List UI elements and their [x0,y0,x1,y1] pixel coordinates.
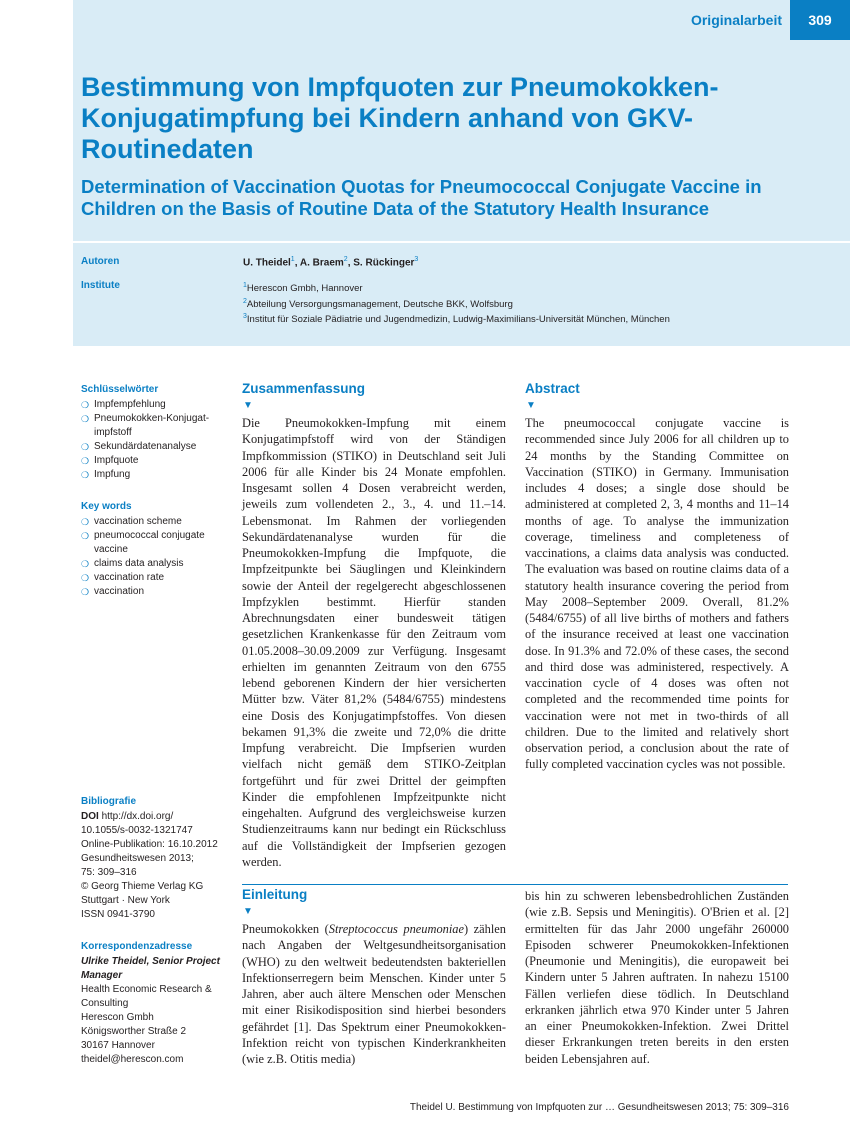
doi-link[interactable]: http://dx.doi.org/ [101,811,174,822]
keyword-item [81,398,226,412]
abstract-heading: Abstract [525,381,580,396]
keyword-text: claims data analysis [94,558,184,569]
author-name: S. Rückinger [353,257,415,269]
bibliography-line: 75: 309–316 [81,867,137,878]
einleitung-heading: Einleitung [242,887,308,902]
keyword-item [81,454,226,468]
author-name: U. Theidel [243,257,291,269]
keyword-text: vaccination rate [94,572,165,583]
author-name: A. Braem [299,257,344,269]
bibliography-line: © Georg Thieme Verlag KG [81,881,204,892]
einleitung-text-col1 [242,921,506,1067]
page-footer: Theidel U. Bestimmung von Impfquoten zur … Gesundheitswesen 2013; 75: 309–316 [409,1102,789,1113]
einleitung-text-start: Pneumokokken ( [242,922,329,936]
keyword-text: Impfempfehlung [94,399,166,410]
article-type-label: Originalarbeit [690,12,782,28]
institute-text: Herescon Gmbh, Hannover [246,283,363,295]
institute-list [243,280,670,327]
bibliography-line: Online-Publikation: 16.10.2012 [81,839,218,850]
bullet-icon: ❍ [81,587,90,597]
title-english: Determination of Vaccination Quotas for Pneumococcal Conjugate Vaccine in Children on the Basis of Routine Data of the Statutory Health Insurance [81,176,762,219]
bullet-icon: ❍ [81,531,90,541]
bibliography [81,795,226,922]
keywords-en [81,500,226,599]
correspondence-line: Consulting [81,998,129,1009]
keyword-item [81,571,226,585]
keyword-text: Impfung [94,469,131,480]
correspondence-heading: Korrespondenzadresse [81,941,193,952]
einleitung-text-rest: ) zählen nach Angaben der Weltgesundheitsorganisation (WHO) zu den weltweit bedeutendsten bakteriellen Infektionserregern beim Menschen. Kinder unter 5 Jahren, aber auch ältere Menschen oder Menschen mit einer Risikodisposition sind hierbei besonders gefährdet [1]. Das Spektrum einer Pneumokokken-Infektion reicht von typischen Kinderkrankheiten (wie z.B. Otitis media) [242,922,506,1066]
correspondence [81,940,226,1067]
bullet-icon: ❍ [81,573,90,583]
triangle-down-icon: ▼ [243,400,253,411]
keyword-text: vaccination scheme [94,516,182,527]
institute-number: 1 [243,282,247,289]
keyword-item [81,440,226,454]
bibliography-line: ISSN 0941-3790 [81,909,155,920]
author-affiliation: 3 [414,256,419,263]
keywords-en-list [81,515,226,599]
bibliography-line: Gesundheitswesen 2013; [81,853,194,864]
page-number: 309 [790,0,850,40]
species-name: Streptococcus pneumoniae [328,922,464,936]
bullet-icon: ❍ [81,559,90,569]
keyword-item [81,557,226,571]
author-list [243,256,418,268]
institute-item [243,280,670,296]
author-separator: , [294,257,300,269]
keyword-text: Impfquote [94,455,139,466]
correspondence-line: 30167 Hannover [81,1040,155,1051]
authors-label: Autoren [81,256,120,267]
keywords-de [81,383,226,482]
triangle-down-icon: ▼ [526,400,536,411]
bullet-icon: ❍ [81,414,90,424]
correspondence-line: Königsworther Straße 2 [81,1026,187,1037]
keywords-de-list [81,398,226,482]
author-affiliation: 1 [290,256,295,263]
author-separator: , [347,257,354,269]
institute-text: Abteilung Versorgungsmanagement, Deutsche BKK, Wolfsburg [246,298,513,310]
correspondence-line: Health Economic Research & [81,984,212,995]
triangle-down-icon: ▼ [243,906,253,917]
keyword-item [81,468,226,482]
institute-item [243,311,670,327]
institute-number: 3 [243,313,247,321]
correspondence-name: Ulrike Theidel, Senior Project Manager [81,956,220,981]
doi-label: DOI [81,811,99,822]
correspondence-line: Herescon Gmbh [81,1012,154,1023]
bullet-icon: ❍ [81,442,90,452]
keyword-item [81,529,226,557]
correspondence-email[interactable]: theidel@herescon.com [81,1054,184,1065]
keyword-item [81,515,226,529]
bullet-icon: ❍ [81,456,90,466]
einleitung-text-col2: bis hin zu schweren lebensbedrohlichen Zuständen (wie z.B. Sepsis und Meningitis). O'Brien et al. [2] ermittelten für das Jahr 2000 ungefähr 260000 Episoden schwerer Pneumokokken-Infektionen (Pneumonie und Meningitis), die europaweit bei Kindern unter 5 Jahren auftraten. In nahezu 15100 Fällen verliefen diese tödlich. In Deutschland erkranken jährlich etwa 970 Kinder unter 5 Jahren an einer Pneumokokken-Infektion. Zwei Drittel dieser Erkrankungen treten bereits in den ersten beiden Lebensjahren auf. [525,889,789,1066]
keywords-en-heading: Key words [81,501,132,512]
institute-text: Institut für Soziale Pädiatrie und Jugendmedizin, Ludwig-Maximilians-Universität München, München [246,314,670,326]
bullet-icon: ❍ [81,400,90,410]
bibliography-line: 10.1055/s-0032-1321747 [81,825,193,836]
keywords-de-heading: Schlüsselwörter [81,384,159,395]
institute-item [243,296,670,312]
bibliography-line: Stuttgart · New York [81,895,170,906]
bullet-icon: ❍ [81,517,90,527]
running-head [691,0,850,40]
keyword-text: Pneumokokken-Konjugat-impfstoff [94,413,210,438]
bibliography-heading: Bibliografie [81,796,137,807]
keyword-text: pneumococcal conjugate vaccine [94,530,205,555]
zusammenfassung-text: Die Pneumokokken-Impfung mit einem Konjugatimpfstoff wird von der Ständigen Impfkommission (STIKO) in Deutschland seit Juli 2006 für alle Kinder bis 24 Monate empfohlen. Insgesamt sollen 4 Dosen verabreicht werden, jeweils zum vollendeten 2., 3., 4. und 11.–14. Lebensmonat. Im Rahmen der vorliegenden Sekundärdatenanalyse wurden für die Pneumokokken-Impfung die Impfquote, die Impfzeitpunkte bei Säuglingen und Kleinkindern sowie der Anteil der regelgerecht abgeschlossenen Impfzyklen bestimmt. Hierfür standen Abrechnungsdaten einer bundesweit tätigen gesetzlichen Krankenkasse für den Zeitraum vom 01.05.2008–30.09.2009 zur Verfügung. Insgesamt erhielten im genannten Zeitraum von den 6755 lebend geborenen Kindern der hier versicherten Mütter bzw. Väter 81,2% (5484/6755) mindestens eine Dosis des Konjugatimpfstoffes. Von diesen bekamen 91,3% die zweite und 72,0% die dritte Impfung verabreicht. Die Impfserien wurden vielfach nicht gemäß dem STIKO-Zeitplan fortgeführt und für zwei Drittel der geimpften Kinder die empfohlenen Impfzeitpunkte nicht eingehalten. Aufgrund des vergleichsweise kurzen Studienzeitraums kann nur bedingt ein Rückschluss auf die Vollständigkeit der Impfserien gezogen werden. [242,416,506,869]
keyword-item [81,585,226,599]
title-german: Bestimmung von Impfquoten zur Pneumokokken-Konjugatimpfung bei Kindern anhand von GKV-Routinedaten [81,72,719,164]
section-divider [242,884,788,885]
bullet-icon: ❍ [81,470,90,480]
doi-line [81,810,226,824]
header-divider [73,241,850,243]
author-affiliation: 2 [343,256,348,263]
keyword-text: Sekundärdatenanalyse [94,441,197,452]
abstract-text: The pneumococcal conjugate vaccine is recommended since July 2006 for all children up to 24 months by the Standing Committee on Vaccination (STIKO) in Germany. Immunisation includes 4 doses; a single dose should be administered at completed 2, 3, 4 months and 11–14 months of age. To analyse the immunization coverage, timeliness and completeness of vaccinations, a claims data analysis was conducted. The evaluation was based on routine claims data of a statutory health insurance covering the period from May 2008–September 2009. Overall, 81.2% (5484/6755) of all live births of mothers and fathers of the insurance received at least one vaccination dose. In 91.3% and 72.0% of these cases, the second and third dose was administered, respectively. A vaccination cycle of 4 doses was often not completed and the recommended time points for vaccination were not met in two-thirds of all children. Due to the limited and relatively short observation period, a conclusion about the rate of fully completed vaccination cycles was not possible. [525,416,789,772]
zusammenfassung-heading: Zusammenfassung [242,381,366,396]
institutes-label: Institute [81,280,120,291]
institute-number: 2 [243,297,247,305]
keyword-text: vaccination [94,586,145,597]
keyword-item [81,412,226,440]
